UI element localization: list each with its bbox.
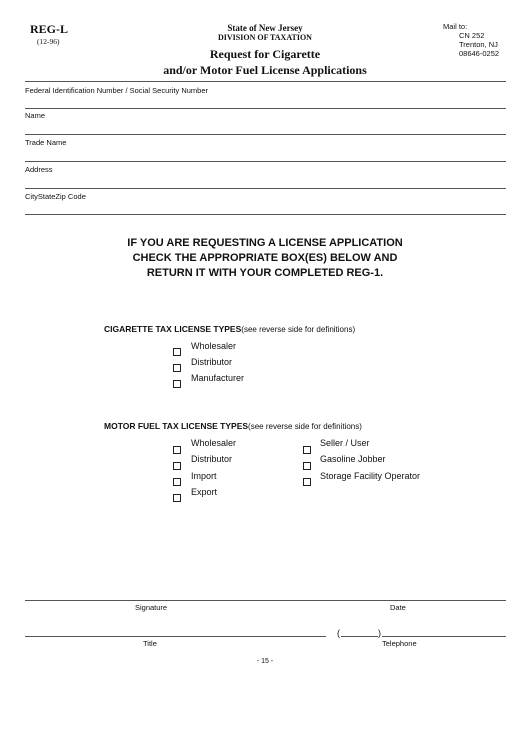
option-mf-wholesaler: Wholesaler xyxy=(191,438,237,448)
motor-fuel-note: (see reverse side for definitions) xyxy=(248,422,362,431)
date-label: Date xyxy=(390,603,406,612)
option-cig-wholesaler: Wholesaler xyxy=(191,341,237,351)
trade-name-line xyxy=(25,161,506,162)
checkbox-mf-wholesaler[interactable] xyxy=(173,446,181,454)
instruction-line1: IF YOU ARE REQUESTING A LICENSE APPLICATION xyxy=(127,237,403,249)
mail-to-line1: CN 252 xyxy=(459,31,485,40)
address-line xyxy=(25,188,506,189)
form-revision: (12-96) xyxy=(37,37,60,46)
address-label: Address xyxy=(25,165,53,174)
title-label: Title xyxy=(143,639,157,648)
checkbox-mf-gasoline-jobber[interactable] xyxy=(303,462,311,470)
division-name: DIVISION OF TAXATION xyxy=(218,33,312,42)
signature-line[interactable] xyxy=(25,600,506,601)
cigarette-heading: CIGARETTE TAX LICENSE TYPES xyxy=(104,324,242,334)
option-cig-distributor: Distributor xyxy=(191,357,233,367)
area-code-line[interactable] xyxy=(341,636,378,637)
mail-to-line2: Trenton, NJ xyxy=(459,40,498,49)
city-state-zip-line xyxy=(25,214,506,215)
city-state-zip-label: CityStateZip Code xyxy=(25,192,86,201)
cigarette-note: (see reverse side for definitions) xyxy=(241,325,356,334)
motor-fuel-section-heading xyxy=(104,421,362,431)
state-name: State of New Jersey xyxy=(227,23,303,33)
page-number: - 15 - xyxy=(256,658,274,665)
title-line[interactable] xyxy=(25,636,326,637)
fein-ssn-label: Federal Identification Number / Social Security Number xyxy=(25,86,208,95)
checkbox-mf-storage-facility[interactable] xyxy=(303,478,311,486)
instruction-line3: RETURN IT WITH YOUR COMPLETED REG-1. xyxy=(146,267,384,279)
checkbox-mf-import[interactable] xyxy=(173,478,181,486)
form-title-line2: and/or Motor Fuel License Applications xyxy=(163,63,367,77)
option-mf-storage-facility: Storage Facility Operator xyxy=(320,471,421,481)
option-mf-import: Import xyxy=(191,471,217,481)
telephone-line[interactable] xyxy=(382,636,506,637)
fein-ssn-line xyxy=(25,108,506,109)
instruction-line2: CHECK THE APPROPRIATE BOX(ES) BELOW AND xyxy=(132,252,398,264)
form-title-line1: Request for Cigarette xyxy=(209,47,321,61)
form-code: REG-L xyxy=(30,22,69,36)
cigarette-section-heading xyxy=(104,324,355,334)
trade-name-label: Trade Name xyxy=(25,138,67,147)
checkbox-mf-distributor[interactable] xyxy=(173,462,181,470)
checkbox-mf-export[interactable] xyxy=(173,494,181,502)
option-mf-seller-user: Seller / User xyxy=(320,438,370,448)
motor-fuel-heading: MOTOR FUEL TAX LICENSE TYPES xyxy=(104,421,249,431)
field-divider xyxy=(25,81,506,82)
option-mf-distributor: Distributor xyxy=(191,454,233,464)
option-mf-export: Export xyxy=(191,487,218,497)
name-line xyxy=(25,134,506,135)
option-cig-manufacturer: Manufacturer xyxy=(191,373,245,383)
checkbox-cig-manufacturer[interactable] xyxy=(173,380,181,388)
checkbox-cig-wholesaler[interactable] xyxy=(173,348,181,356)
mail-to-line3: 08646-0252 xyxy=(459,49,500,58)
telephone-label: Telephone xyxy=(382,639,417,648)
phone-close-paren: ) xyxy=(378,628,381,638)
checkbox-cig-distributor[interactable] xyxy=(173,364,181,372)
phone-open-paren: ( xyxy=(337,628,340,638)
name-label: Name xyxy=(25,111,46,120)
mail-to-label: Mail to: xyxy=(443,22,468,31)
checkbox-mf-seller-user[interactable] xyxy=(303,446,311,454)
signature-label: Signature xyxy=(135,603,168,612)
option-mf-gasoline-jobber: Gasoline Jobber xyxy=(320,454,386,464)
